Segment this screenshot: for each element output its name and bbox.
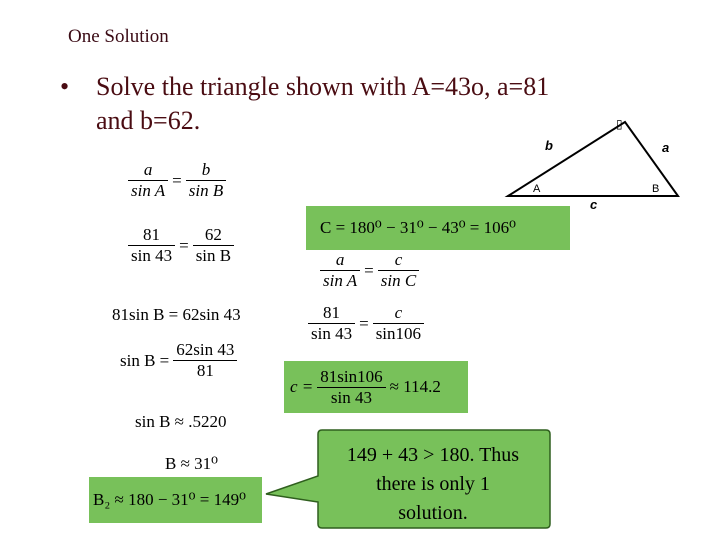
slide-title: One Solution <box>68 26 169 47</box>
angle-C-box: C = 180⁰ − 31⁰ − 43⁰ = 106⁰ <box>306 206 570 250</box>
substituted-c-eq: $\frac{81}{\sin 43}$ = $\frac{c}{\sin 106}$ <box>308 303 424 344</box>
eq1-den-left: sin A <box>128 180 168 201</box>
law-of-sines-c-eq: $\frac{a}{\text{sin A}}$ = $\frac{c}{\text{sin C}}$ <box>320 250 419 291</box>
callout-text <box>318 441 548 528</box>
eqc1-den-right: sin C <box>378 270 419 291</box>
eqc3-den: sin 43 <box>317 387 385 408</box>
eq1-num-right: b <box>201 160 211 179</box>
eq4-lhs: sin B = <box>120 350 170 370</box>
angle-B-value: B ≈ 31⁰ <box>165 454 218 473</box>
eq2-num-right: 62 <box>204 225 222 244</box>
callout-line3: solution. <box>398 502 468 524</box>
triangle-label-b: b <box>545 138 553 153</box>
sinB-value: sin B ≈ .5220 <box>135 412 227 431</box>
substituted-eq: $\frac{81}{\sin 43}$ = $\frac{62}{\text{sin B}}$ <box>128 225 234 266</box>
eqc2-num-left: 81 <box>323 303 341 322</box>
eqc1-den-left: sin A <box>320 270 360 291</box>
callout-line2: there is only 1 <box>376 473 490 495</box>
eqc2-den-right: sin106 <box>373 323 424 344</box>
eqc3-rhs: ≈ 114.2 <box>389 377 441 396</box>
bullet-text-line1: Solve the triangle shown with A=43o, a=81 <box>96 72 550 101</box>
side-c-box <box>284 361 468 413</box>
triangle-label-c: c <box>590 197 598 210</box>
triangle-label-B: B <box>652 183 660 195</box>
triangle-label-C: ▯ <box>616 117 623 131</box>
triangle-diagram <box>500 110 690 210</box>
eqc1-num-left: a <box>335 250 345 269</box>
triangle-label-A: A <box>533 183 541 195</box>
eq4-num: 62sin 43 <box>176 340 235 359</box>
cross-multiply-eq: 81sin B = 62sin 43 <box>112 305 241 324</box>
sinB-fraction-eq <box>120 340 237 381</box>
angle-B2-box: B₂ ≈ 180 − 31⁰ = 149⁰ <box>89 477 262 523</box>
callout-line1: 149 + 43 > 180. Thus <box>346 444 520 466</box>
eqc2-den-left: sin 43 <box>308 323 355 344</box>
eqc1-num-right: c <box>394 250 403 269</box>
bullet-text-line2: and b=62. <box>96 106 201 135</box>
eq1-den-right: sin B <box>186 180 226 201</box>
triangle-label-a: a <box>662 140 670 155</box>
eq2-num-left: 81 <box>143 225 161 244</box>
eqc3-num: 81sin106 <box>320 366 383 386</box>
eqc2-num-right: c <box>394 303 403 322</box>
law-of-sines-eq: $\frac{a}{\text{sin A}}$ = $\frac{b}{\text{sin B}}$ <box>128 160 226 201</box>
eq2-den-right: sin B <box>193 245 234 266</box>
eq4-den: 81 <box>173 360 237 381</box>
bullet-marker: • <box>60 72 70 101</box>
eq2-den-left: sin 43 <box>128 245 175 266</box>
eqc3-lhs: c = <box>290 377 314 396</box>
eq1-num-left: a <box>143 160 153 179</box>
